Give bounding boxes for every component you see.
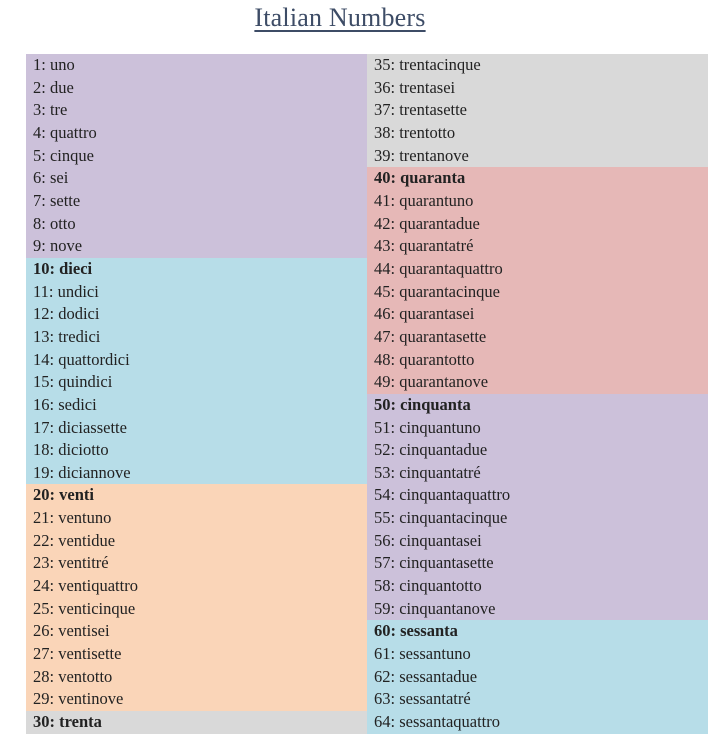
table-row: 41: quarantuno (367, 190, 708, 213)
table-row: 38: trentotto (367, 122, 708, 145)
table-row: 52: cinquantadue (367, 439, 708, 462)
table-row-heading: 30: trenta (26, 711, 367, 734)
table-row: 19: diciannove (26, 462, 367, 485)
table-row: 63: sessantatré (367, 688, 708, 711)
table-row: 16: sedici (26, 394, 367, 417)
table-row: 9: nove (26, 235, 367, 258)
table-row: 23: ventitré (26, 552, 367, 575)
table-row: 47: quarantasette (367, 326, 708, 349)
table-row: 4: quattro (26, 122, 367, 145)
table-row: 8: otto (26, 213, 367, 236)
table-row-heading: 50: cinquanta (367, 394, 708, 417)
right-column (367, 54, 708, 734)
table-row: 11: undici (26, 281, 367, 304)
table-row: 6: sei (26, 167, 367, 190)
table-row: 24: ventiquattro (26, 575, 367, 598)
table-row: 59: cinquantanove (367, 598, 708, 621)
table-row: 2: due (26, 77, 367, 100)
table-row: 35: trentacinque (367, 54, 708, 77)
table-row: 17: diciassette (26, 417, 367, 440)
table-row-heading: 60: sessanta (367, 620, 708, 643)
table-row: 13: tredici (26, 326, 367, 349)
table-row-heading: 40: quaranta (367, 167, 708, 190)
table-row: 54: cinquantaquattro (367, 484, 708, 507)
table-row: 53: cinquantatré (367, 462, 708, 485)
table-row: 51: cinquantuno (367, 417, 708, 440)
left-column (26, 54, 367, 734)
table-row: 1: uno (26, 54, 367, 77)
table-row-heading: 10: dieci (26, 258, 367, 281)
table-row: 56: cinquantasei (367, 530, 708, 553)
table-row: 7: sette (26, 190, 367, 213)
table-row: 64: sessantaquattro (367, 711, 708, 734)
table-row-heading: 20: venti (26, 484, 367, 507)
table-row: 5: cinque (26, 145, 367, 168)
table-row: 61: sessantuno (367, 643, 708, 666)
table-row: 12: dodici (26, 303, 367, 326)
table-row: 25: venticinque (26, 598, 367, 621)
table-row: 55: cinquantacinque (367, 507, 708, 530)
table-row: 18: diciotto (26, 439, 367, 462)
table-row: 36: trentasei (367, 77, 708, 100)
table-row: 44: quarantaquattro (367, 258, 708, 281)
numbers-table (26, 54, 708, 734)
table-row: 28: ventotto (26, 666, 367, 689)
table-row: 42: quarantadue (367, 213, 708, 236)
page-title: Italian Numbers (254, 3, 426, 32)
table-row: 39: trentanove (367, 145, 708, 168)
table-row: 43: quarantatré (367, 235, 708, 258)
table-row: 49: quarantanove (367, 371, 708, 394)
table-row: 58: cinquantotto (367, 575, 708, 598)
table-row: 15: quindici (26, 371, 367, 394)
table-row: 3: tre (26, 99, 367, 122)
table-row: 46: quarantasei (367, 303, 708, 326)
table-row: 48: quarantotto (367, 349, 708, 372)
table-row: 27: ventisette (26, 643, 367, 666)
table-row: 45: quarantacinque (367, 281, 708, 304)
table-row: 21: ventuno (26, 507, 367, 530)
table-row: 29: ventinove (26, 688, 367, 711)
table-row: 37: trentasette (367, 99, 708, 122)
table-row: 57: cinquantasette (367, 552, 708, 575)
table-row: 62: sessantadue (367, 666, 708, 689)
table-row: 14: quattordici (26, 349, 367, 372)
table-row: 26: ventisei (26, 620, 367, 643)
table-row: 22: ventidue (26, 530, 367, 553)
